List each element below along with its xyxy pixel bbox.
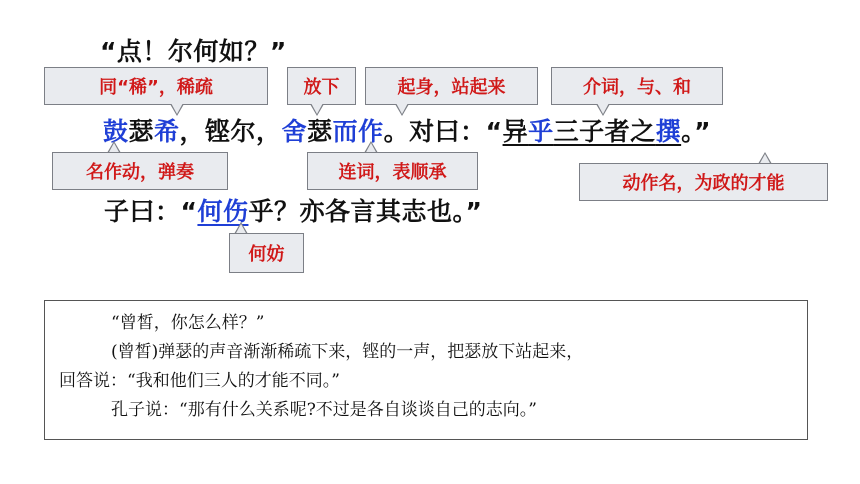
text-close-quote: 。” xyxy=(681,117,712,146)
note-gu-text: 名作动，弹奏 xyxy=(86,162,194,183)
text-line-2 xyxy=(103,112,711,148)
word-hu: 乎 xyxy=(528,117,554,146)
note-xi xyxy=(44,67,268,105)
word-zhuan: 撰 xyxy=(655,117,682,146)
translation-line-1: “曾皙，你怎么样？” xyxy=(111,313,265,333)
text-zi-yue: 子曰：“ xyxy=(104,197,198,226)
note-heshang xyxy=(229,233,304,273)
note-she-text: 放下 xyxy=(303,77,340,98)
note-zuo-pointer xyxy=(395,104,409,116)
text-line-1 xyxy=(100,32,287,68)
note-gu xyxy=(52,152,228,190)
translation-line-3: 回答说：“我和他们三人的才能不同。” xyxy=(59,371,340,391)
note-zuo xyxy=(365,67,538,105)
note-hu-pointer xyxy=(596,104,610,116)
line-1-text: “点！尔何如？” xyxy=(100,37,287,66)
text-dui-yue: 。对曰：“ xyxy=(383,117,503,146)
note-xi-text: 同“稀”，稀疏 xyxy=(99,77,213,98)
note-heshang-text: 何妨 xyxy=(248,244,285,265)
text-line-3 xyxy=(104,192,482,228)
word-gu: 鼓 xyxy=(103,117,129,146)
translation-line-4: 孔子说：“那有什么关系呢?不过是各自谈谈自己的志向。” xyxy=(111,400,537,420)
note-er xyxy=(307,152,478,190)
word-se: 瑟 xyxy=(128,117,155,146)
text-keng-er: ，铿尔， xyxy=(179,117,282,146)
note-she xyxy=(287,67,356,105)
word-she: 舍 xyxy=(281,117,308,146)
word-heshang: 何伤 xyxy=(197,197,249,226)
word-se-2: 瑟 xyxy=(307,117,333,146)
word-zuo: 作 xyxy=(358,117,384,146)
note-hu xyxy=(551,67,723,105)
note-zhuan-text: 动作名，为政的才能 xyxy=(622,173,785,194)
text-line-3-rest: 乎？亦各言其志也。” xyxy=(248,197,483,226)
word-xi: 希 xyxy=(154,117,180,146)
word-er: 而 xyxy=(332,117,359,146)
text-sanzi: 三子者之 xyxy=(553,117,656,146)
note-er-text: 连词，表顺承 xyxy=(338,162,447,183)
translation-box xyxy=(44,300,808,440)
note-she-pointer xyxy=(310,104,324,116)
note-hu-text: 介词，与、和 xyxy=(583,77,691,98)
note-xi-pointer xyxy=(170,104,184,116)
word-yi: 异 xyxy=(502,117,529,146)
note-zuo-text: 起身，站起来 xyxy=(397,77,506,98)
translation-line-2: (曾皙)弹瑟的声音渐渐稀疏下来，铿的一声，把瑟放下站起来， xyxy=(111,342,584,362)
note-zhuan xyxy=(579,163,828,201)
